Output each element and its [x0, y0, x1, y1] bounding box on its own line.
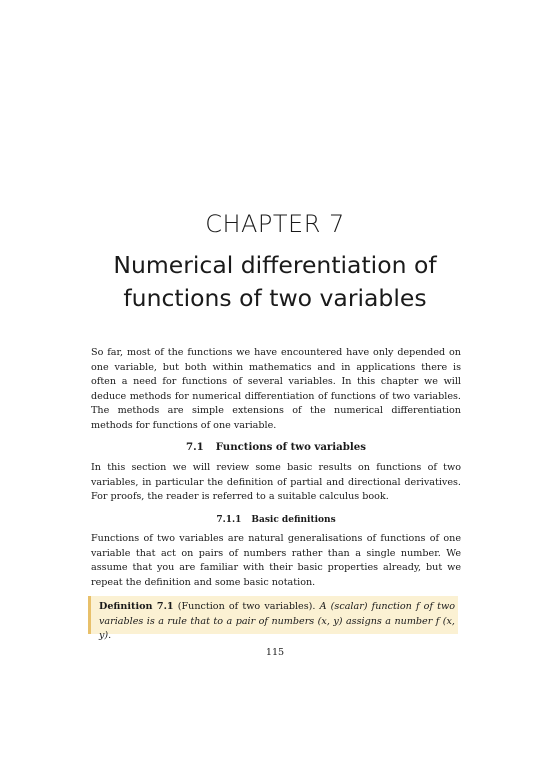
- intro-paragraph: So far, most of the functions we have encountered have only depended on one variable, but both within mathematics and in applications there is often a need for functions of several variables. In this chapter we will deduce methods for numerical differentiation of functions of two variables. The methods are simple extensions of the numerical differentiation methods for functions of one variable.: [91, 347, 461, 431]
- subsection-number: 7.1.1: [216, 515, 242, 525]
- section-title: Functions of two variables: [215, 441, 366, 453]
- subsection-heading: [91, 515, 461, 525]
- definition-name: Definition 7.1: [99, 601, 174, 612]
- chapter-title: Numerical differentiation of functions of two variables: [113, 251, 437, 312]
- section-heading: [91, 441, 461, 453]
- chapter-label: CHAPTER 7: [205, 210, 345, 238]
- section-paragraph: In this section we will review some basic results on functions of two variables, in particular the definition of partial and directional derivatives. For proofs, the reader is referred to a suitable calculus book.: [91, 462, 461, 503]
- definition-box: [88, 596, 458, 642]
- definition-title: (Function of two variables).: [177, 601, 316, 612]
- section-number: 7.1: [186, 441, 204, 453]
- subsection-paragraph: Functions of two variables are natural generalisations of functions of one variable that act on pairs of numbers rather than a single number. We assume that you are familiar with their basic properties already, but we repeat the definition and some basic notation.: [91, 533, 461, 588]
- definition-body: A (scalar) function f of two variables is a rule that to a pair of numbers (x, y) assigns a number f (x, y).: [99, 601, 455, 642]
- subsection-title: Basic definitions: [251, 515, 336, 525]
- page-number: 115: [265, 647, 285, 658]
